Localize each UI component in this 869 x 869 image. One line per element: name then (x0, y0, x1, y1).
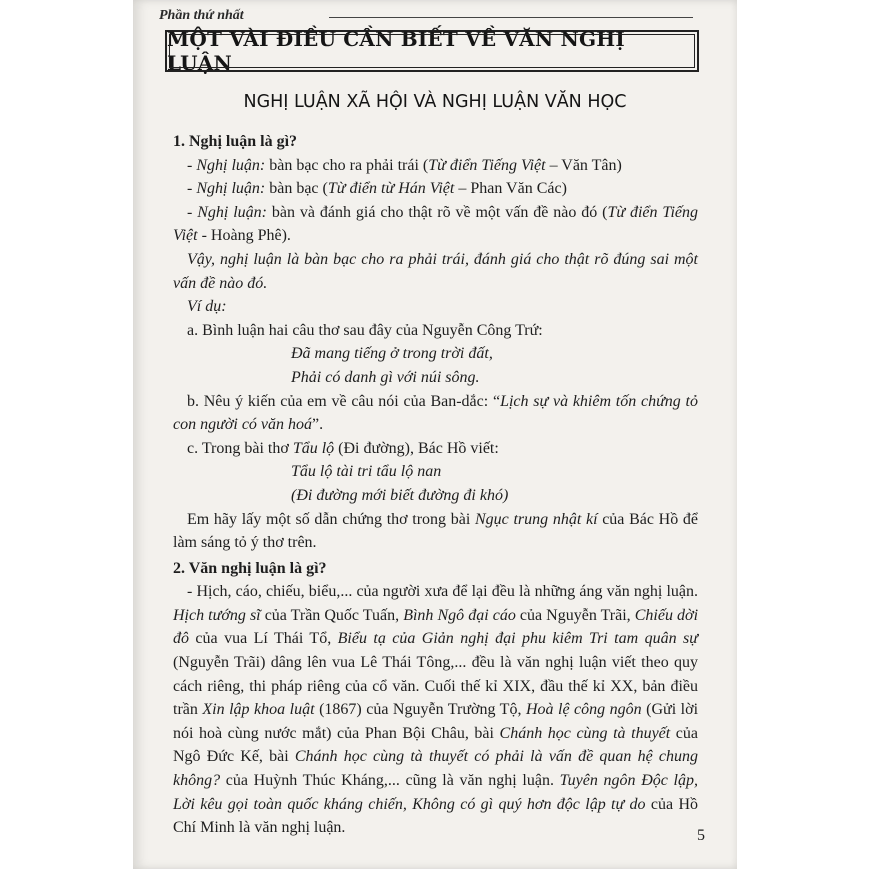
def-term: - Nghị luận: (187, 156, 266, 174)
paragraph-2 (173, 580, 698, 840)
p2-text: - Hịch, cáo, chiếu, biểu,... của người xưa để lại đều là những áng văn nghị luận. (187, 583, 698, 601)
p2-text: của Ngô Đức Kế, bài (173, 724, 699, 766)
task-lead: Em hãy lấy một số dẫn chứng thơ trong bài (187, 510, 475, 528)
p2-text: (Gửi lời nói hoà cùng nước mắt) của Phan Bội Châu, bài (173, 701, 699, 742)
poem-line: Tẩu lộ tài tri tẩu lộ nan (291, 463, 442, 481)
definition-2 (173, 177, 698, 201)
poem-line: (Đi đường mới biết đường đi khó) (291, 486, 509, 504)
def-tail: – Văn Tân) (545, 156, 622, 174)
def-source: Từ điển Tiếng Việt (428, 156, 546, 174)
def-text: bàn bạc cho ra phải trái ( (265, 156, 429, 174)
heading-2: 2. Văn nghị luận là gì? (173, 559, 327, 577)
summary (173, 248, 698, 295)
p2-title: Biểu tạ của Giản nghị đại phu kiêm Tri tam quân sự (337, 630, 698, 648)
p2-title: Tuyên ngôn Độc lập, Lời kêu gọi toàn quốc kháng chiến, Không có gì quý hơn độc lập tự do (173, 772, 698, 813)
p2-text: của Huỳnh Thúc Kháng,... cũng là văn nghị luận. (220, 772, 560, 790)
poem-line: Đã mang tiếng ở trong trời đất, (291, 345, 493, 363)
p2-text: của Hồ Chí Minh là văn nghị luận. (173, 795, 699, 837)
task-title: Ngục trung nhật kí (475, 510, 598, 528)
definition-1 (173, 154, 698, 178)
body-text (173, 128, 698, 840)
p2-text: của Trần Quốc Tuấn, (260, 606, 404, 624)
p2-text: (1867) của Nguyễn Trường Tộ, (314, 701, 526, 719)
header-rule (329, 17, 693, 18)
p2-title: Hịch tướng sĩ (173, 606, 261, 624)
def-text: bàn bạc ( (265, 180, 328, 198)
p2-text: của Nguyễn Trãi, (515, 606, 635, 624)
example-c (173, 437, 698, 461)
task-tail: của Bác Hồ để làm sáng tỏ ý thơ trên. (173, 510, 699, 552)
book-page (133, 0, 737, 869)
poem-line: Phải có danh gì với núi sông. (291, 368, 480, 386)
def-term: - Nghị luận: (187, 180, 266, 198)
p2-text: của vua Lí Thái Tổ, (189, 630, 338, 648)
p2-title: Hoà lệ công ngôn (525, 701, 642, 719)
definition-3 (173, 201, 698, 248)
example-label (173, 295, 698, 319)
example-c-lead: c. Trong bài thơ (187, 439, 293, 457)
chapter-title: MỘT VÀI ĐIỀU CẦN BIẾT VỀ VĂN NGHỊ LUẬN (165, 30, 699, 72)
heading-1: 1. Nghị luận là gì? (173, 133, 298, 150)
def-source: Từ điển Tiếng Việt (173, 203, 698, 245)
example-a: a. Bình luận hai câu thơ sau đây của Nguyễn Công Trứ: (187, 321, 543, 339)
def-text: bàn và đánh giá cho thật rõ về một vấn đề nào đó ( (267, 203, 608, 221)
example-c-tail: (Đi đường), Bác Hồ viết: (334, 439, 499, 457)
p2-title: Bình Ngô đại cáo (403, 606, 516, 624)
def-tail: - Hoàng Phê). (197, 227, 291, 245)
page-number: 5 (697, 827, 705, 844)
p2-title: Chiếu dời đô (173, 606, 699, 648)
part-label: Phần thứ nhất (159, 8, 244, 23)
task (173, 508, 698, 555)
example-label-text: Ví dụ: (187, 298, 227, 316)
def-source: Từ điển từ Hán Việt (327, 180, 455, 198)
p2-title: Chánh học cùng tà thuyết (499, 724, 671, 742)
example-c-title: Tẩu lộ (292, 439, 335, 457)
p2-text: (Nguyễn Trãi) dâng lên vua Lê Thái Tông,... đều là văn nghị luận viết theo quy cách riêng, thi pháp riêng của cổ văn. Cuối thế kỉ XIX, đầu thế kỉ XX, bản điều trần (173, 654, 698, 719)
example-b (173, 390, 698, 437)
section-title: NGHỊ LUẬN XÃ HỘI VÀ NGHỊ LUẬN VĂN HỌC (243, 92, 627, 112)
example-b-quote: Lịch sự và khiêm tốn chứng tỏ con người có văn hoá (173, 392, 699, 434)
p2-title: Xin lập khoa luật (202, 701, 315, 719)
example-b-lead: b. Nêu ý kiến của em về câu nói của Ban-dắc: “ (187, 392, 501, 410)
summary-text: Vậy, nghị luận là bàn bạc cho ra phải trái, đánh giá cho thật rõ đúng sai một vấn đề nào đó. (173, 250, 698, 292)
example-b-end: ”. (312, 416, 324, 434)
p2-title: Chánh học cùng tà thuyết có phải là vấn đề quan hệ chung không? (173, 748, 698, 790)
def-term: - Nghị luận: (187, 203, 268, 221)
def-tail: – Phan Văn Các) (454, 180, 567, 198)
